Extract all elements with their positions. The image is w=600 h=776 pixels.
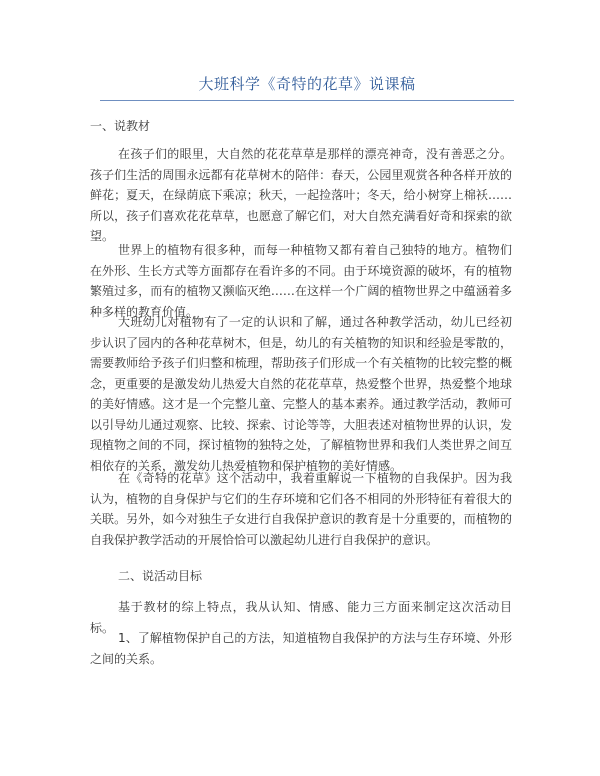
paragraph-5: 基于教材的综上特点，我从认知、情感、能力三方面来制定这次活动目标。 (90, 600, 512, 635)
document-title: 大班科学《奇特的花草》说课稿 (198, 75, 416, 93)
paragraph-3: 大班幼儿对植物有了一定的认识和了解，通过各种教学活动，幼儿已经初步认识了园内的各种花草树木，但是，幼儿的有关植物的知识和经验是零散的，需要教师给予孩子们归整和梳理，帮助孩子们形成一个有关植物的比较完整的概念，更重要的是激发幼儿热爱大自然的花花草草，热爱整个世界，热爱整个地球的美好情感。这才是一个完整儿童、完整人的基本素养。通过教学活动，教师可以引导幼儿通过观察、比较、探索、讨论等等，大胆表述对植物世界的认识，发现植物之间的不同，探讨植物的独特之处，了解植物世界和我们人类世界之间互相依存的关系，激发幼儿热爱植物和保护植物的美好情感。 (90, 315, 512, 473)
section-heading-2: 二、说活动目标 (118, 569, 203, 583)
title-underline (100, 100, 514, 101)
paragraph-4: 在《奇特的花草》这个活动中，我着重解说一下植物的自我保护。因为我认为，植物的自身保护与它们的生存环境和它们各不相同的外形特征有着很大的关联。另外，如今对独生子女进行自我保护意识的教育是十分重要的，而植物的自我保护教学活动的开展恰恰可以激起幼儿进行自我保护的意识。 (90, 471, 512, 547)
paragraph-1: 在孩子们的眼里，大自然的花花草草是那样的漂亮神奇，没有善恶之分。孩子们生活的周围永远都有花草树木的陪伴：春天，公园里观赏各种各样开放的鲜花；夏天，在绿荫底下乘凉；秋天，一起捡落叶；冬天，给小树穿上棉袄……所以，孩子们喜欢花花草草，也愿意了解它们，对大自然充满看好奇和探索的欲望。 (90, 147, 512, 243)
paragraph-6: 1、了解植物保护自己的方法，知道植物自我保护的方法与生存环境、外形之间的关系。 (90, 631, 512, 666)
paragraph-2: 世界上的植物有很多种，而每一种植物又都有着自己独特的地方。植物们在外形、生长方式等方面都存在看许多的不同。由于环境资源的破坏，有的植物繁殖过多，而有的植物又濒临灭绝……在这样一个广阔的植物世界之中蕴涵着多种多样的教育价值。 (90, 243, 512, 319)
section-heading-1: 一、说教材 (90, 119, 151, 133)
